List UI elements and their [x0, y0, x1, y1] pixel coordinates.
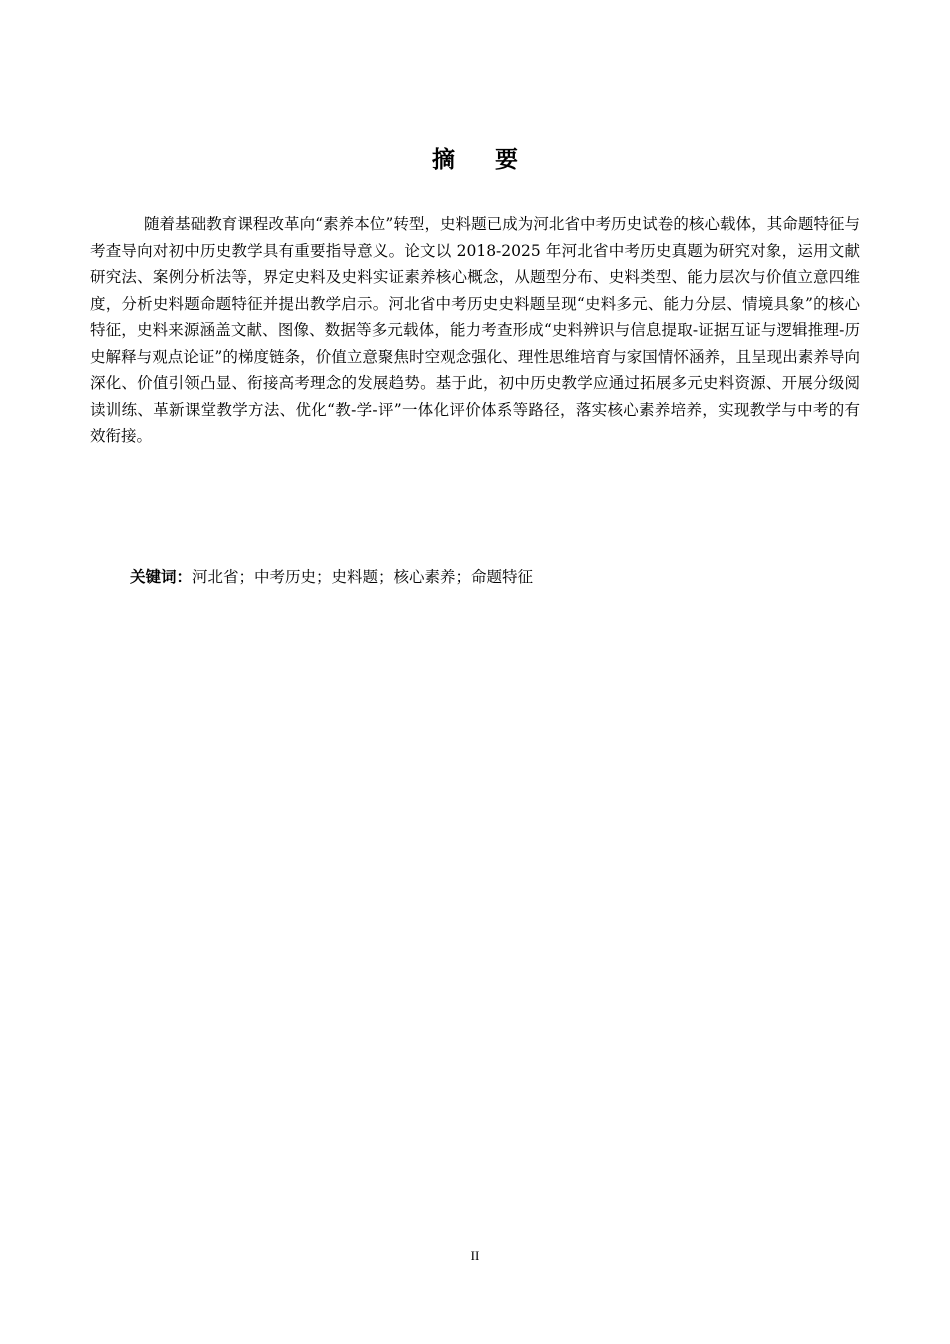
abstract-paragraph: 随着基础教育课程改革向“素养本位”转型，史料题已成为河北省中考历史试卷的核心载体，其命题特征与考查导向对初中历史教学具有重要指导意义。论文以 2018-2025 年河北省中考历史真题为研究对象，运用文献研究法、案例分析法等，界定史料及史料实证素养核心概念，从题型分布、史料类型、能力层次与价值立意四维度，分析史料题命题特征并提出教学启示。河北省中考历史史料题呈现“史料多元、能力分层、情境具象”的核心特征，史料来源涵盖文献、图像、数据等多元载体，能力考查形成“史料辨识与信息提取-证据互证与逻辑推理-历史解释与观点论证”的梯度链条，价值立意聚焦时空观念强化、理性思维培育与家国情怀涵养，且呈现出素养导向深化、价值引领凸显、衔接高考理念的发展趋势。基于此，初中历史教学应通过拓展多元史料资源、开展分级阅读训练、革新课堂教学方法、优化“教-学-评”一体化评价体系等路径，落实核心素养培养，实现教学与中考的有效衔接。: [90, 215, 860, 445]
page-number: II: [470, 1248, 480, 1263]
keywords-text: 河北省；中考历史；史料题；核心素养；命题特征: [192, 568, 534, 586]
keywords-line: [130, 564, 860, 590]
keywords-label: 关键词：: [130, 568, 193, 586]
abstract-title: 摘要: [432, 147, 558, 173]
